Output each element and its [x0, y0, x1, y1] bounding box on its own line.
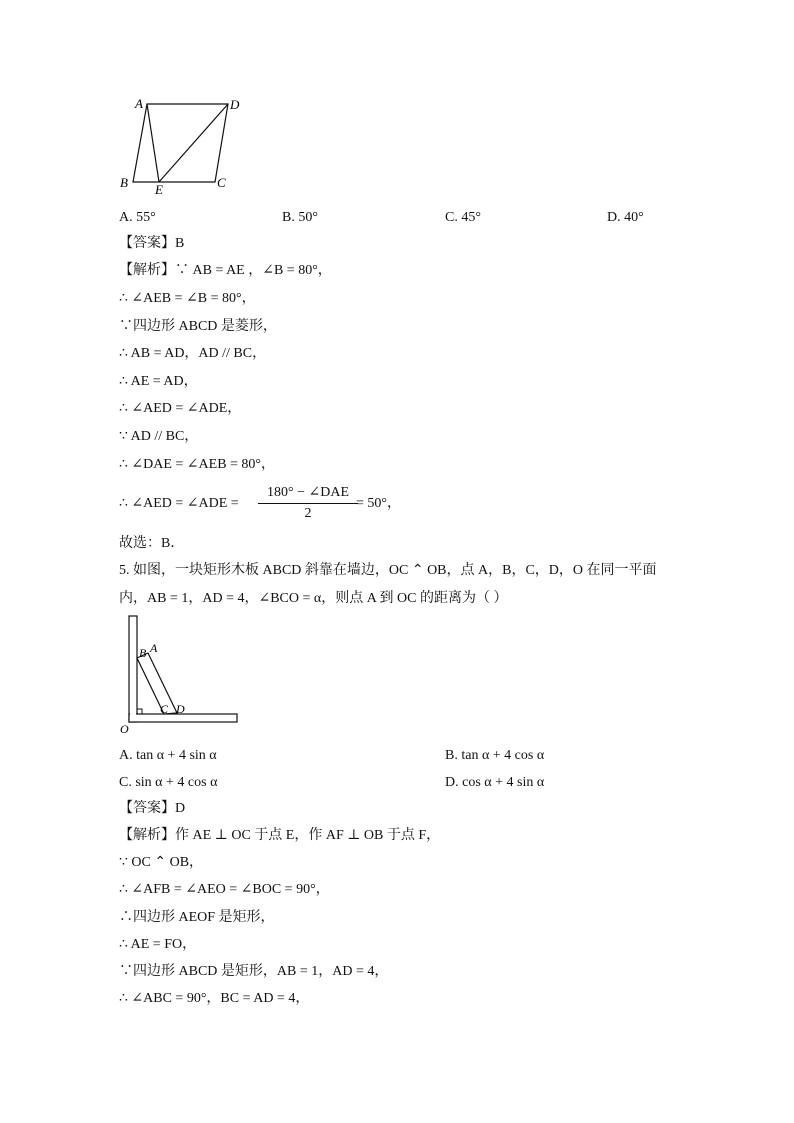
- q5-solution-line-2: ∵ OC ⌃ OB，: [119, 855, 204, 870]
- label-d: D: [176, 702, 185, 716]
- q4-fraction: [258, 484, 358, 523]
- q4-option-a: A. 55°: [119, 210, 156, 225]
- q4-option-b: B. 50°: [282, 210, 318, 225]
- rhombus-figure: [110, 92, 260, 197]
- q4-answer: 【答案】B: [119, 236, 185, 251]
- q4-solution-line-7: ∵ AD // BC，: [119, 429, 199, 444]
- segment-de: [159, 104, 228, 182]
- q4-solution-line-4: ∴ AB = AD，AD // BC，: [119, 346, 267, 361]
- label-c: C: [217, 175, 226, 190]
- q5-option-a: A. tan α + 4 sin α: [119, 748, 217, 763]
- label-o: O: [120, 722, 129, 736]
- q5-solution-line-1: 【解析】作 AE ⊥ OC 于点 E，作 AF ⊥ OB 于点 F，: [119, 828, 441, 843]
- q5-solution-line-5: ∴ AE = FO，: [119, 937, 197, 952]
- board-rectangle: [137, 653, 177, 714]
- q5-option-c: C. sin α + 4 cos α: [119, 775, 218, 790]
- q5-solution-line-6: ∵四边形 ABCD 是矩形，AB = 1，AD = 4，: [119, 964, 389, 979]
- label-b: B: [120, 175, 128, 190]
- q4-solution-line-2: ∴ ∠AEB = ∠B = 80°，: [119, 291, 256, 306]
- q4-solution-line-5: ∴ AE = AD，: [119, 374, 198, 389]
- q4-option-d: D. 40°: [607, 210, 644, 225]
- q5-option-b: B. tan α + 4 cos α: [445, 748, 545, 763]
- q4-solution-line-3: ∵四边形 ABCD 是菱形，: [119, 319, 277, 334]
- wall-fill: [130, 617, 136, 720]
- right-angle-mark: [137, 709, 142, 714]
- label-a: A: [150, 641, 158, 655]
- q5-solution-line-4: ∴四边形 AEOF 是矩形，: [119, 910, 275, 925]
- segment-ae: [147, 104, 159, 182]
- label-a: A: [135, 96, 143, 111]
- q4-fraction-right: = 50°，: [356, 496, 401, 511]
- q5-answer: 【答案】D: [119, 801, 186, 816]
- q5-stem-line-1: 5. 如图，一块矩形木板 ABCD 斜靠在墙边，OC ⌃ OB，点 A，B，C，D，O 在同一平面: [119, 563, 657, 578]
- q5-solution-line-3: ∴ ∠AFB = ∠AEO = ∠BOC = 90°，: [119, 882, 330, 897]
- label-c: C: [160, 702, 169, 716]
- q5-stem-line-2: 内，AB = 1，AD = 4，∠BCO = α，则点 A 到 OC 的距离为（ ）: [119, 591, 508, 606]
- label-e: E: [155, 182, 163, 197]
- q5-solution-line-7: ∴ ∠ABC = 90°，BC = AD = 4，: [119, 991, 310, 1006]
- q5-option-d: D. cos α + 4 sin α: [445, 775, 545, 790]
- q4-fraction-denominator: 2: [304, 506, 312, 521]
- q4-fraction-bar: [258, 503, 358, 504]
- label-b: B: [139, 646, 147, 660]
- q4-solution-line-6: ∴ ∠AED = ∠ADE，: [119, 401, 242, 416]
- q4-fraction-left: ∴ ∠AED = ∠ADE =: [119, 496, 239, 511]
- label-d: D: [230, 97, 240, 112]
- q4-choose: 故选：B．: [119, 536, 185, 551]
- q4-fraction-numerator: 180° − ∠DAE: [267, 485, 349, 500]
- q4-option-c: C. 45°: [445, 210, 481, 225]
- leaning-board-figure: [112, 612, 247, 737]
- q4-solution-line-1: 【解析】∵ AB = AE ，∠B = 80°，: [119, 263, 332, 278]
- q4-solution-line-8: ∴ ∠DAE = ∠AEB = 80°，: [119, 457, 276, 472]
- rhombus-outline: [133, 104, 228, 182]
